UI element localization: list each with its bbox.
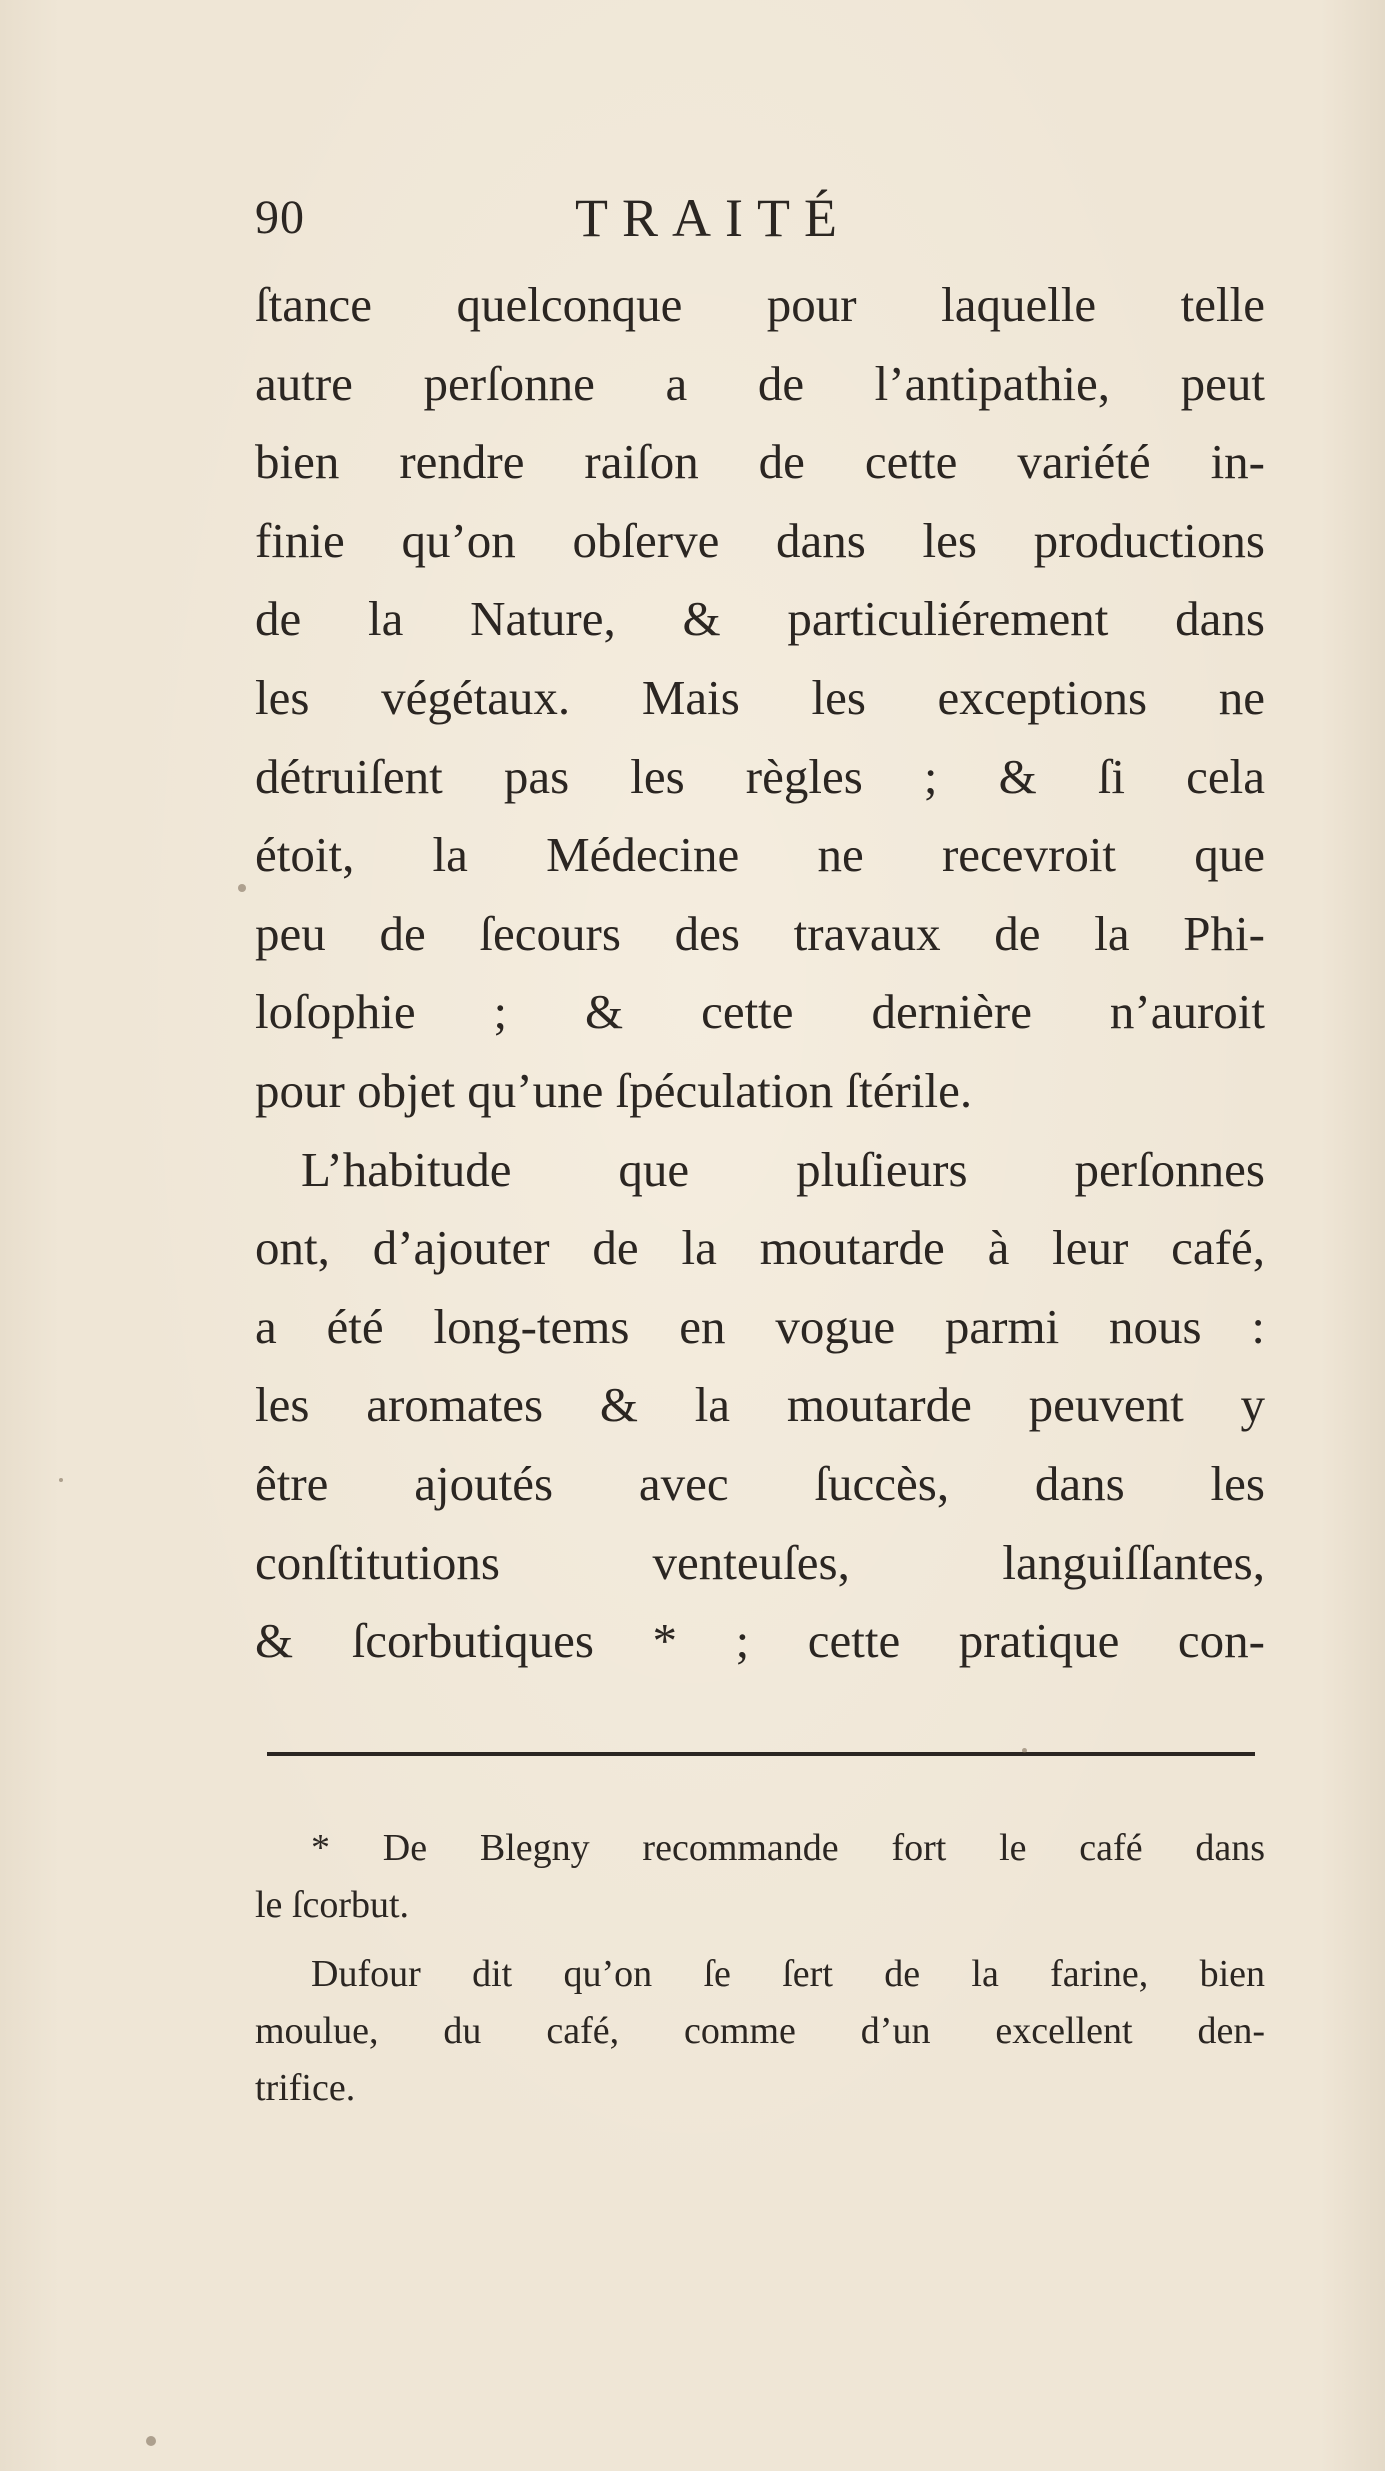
paper-speck [59, 1478, 63, 1482]
text-line: & ſcorbutiques * ; cette pratique con- [255, 1613, 1265, 1669]
text-line: être ajoutés avec ſuccès, dans les [255, 1455, 1265, 1511]
text-line: conſtitutions venteuſes, languiſſantes, [255, 1534, 1265, 1590]
text-line: ont, d’ajouter de la moutarde à leur café, [255, 1220, 1265, 1276]
text-line: détruiſent pas les règles ; & ſi cela [255, 748, 1265, 804]
text-line: les aromates & la moutarde peuvent y [255, 1377, 1265, 1433]
text-line: bien rendre raiſon de cette variété in- [255, 434, 1265, 490]
footnotes [255, 1820, 1265, 2117]
text-line: L’habitude que pluſieurs perſonnes [301, 1141, 1265, 1197]
text-line: loſophie ; & cette dernière n’auroit [255, 984, 1265, 1040]
text-line: ſtance quelconque pour laquelle telle [255, 277, 1265, 332]
footnote-line: moulue, du café, comme d’un excellent den- [255, 2010, 1265, 2052]
footnote-line: le ſcorbut. [255, 1884, 410, 1926]
running-head: TRAITÉ [575, 188, 851, 248]
text-line: autre perſonne a de l’antipathie, peut [255, 355, 1265, 411]
footnote-line: Dufour dit qu’on ſe ſert de la farine, bien [311, 1953, 1265, 1995]
footnote-line: * De Blegny recommande fort le café dans [311, 1827, 1265, 1869]
text-line: peu de ſecours des travaux de la Phi- [255, 905, 1265, 961]
body-text [255, 266, 1265, 1681]
text-line: finie qu’on obſerve dans les productions [255, 512, 1265, 568]
paper-speck [238, 884, 246, 892]
page-header [255, 188, 1275, 258]
footnote-rule [267, 1752, 1255, 1756]
text-line: les végétaux. Mais les exceptions ne [255, 669, 1265, 725]
paper-speck [146, 2436, 156, 2446]
text-line: de la Nature, & particuliérement dans [255, 591, 1265, 647]
text-line: pour objet qu’une ſpéculation ſtérile. [255, 1062, 973, 1118]
paper-speck [1022, 1748, 1027, 1753]
footnote-line: trifice. [255, 2067, 356, 2109]
text-line: a été long-tems en vogue parmi nous : [255, 1298, 1265, 1354]
page-number: 90 [255, 191, 305, 244]
text-line: étoit, la Médecine ne recevroit que [255, 827, 1265, 883]
